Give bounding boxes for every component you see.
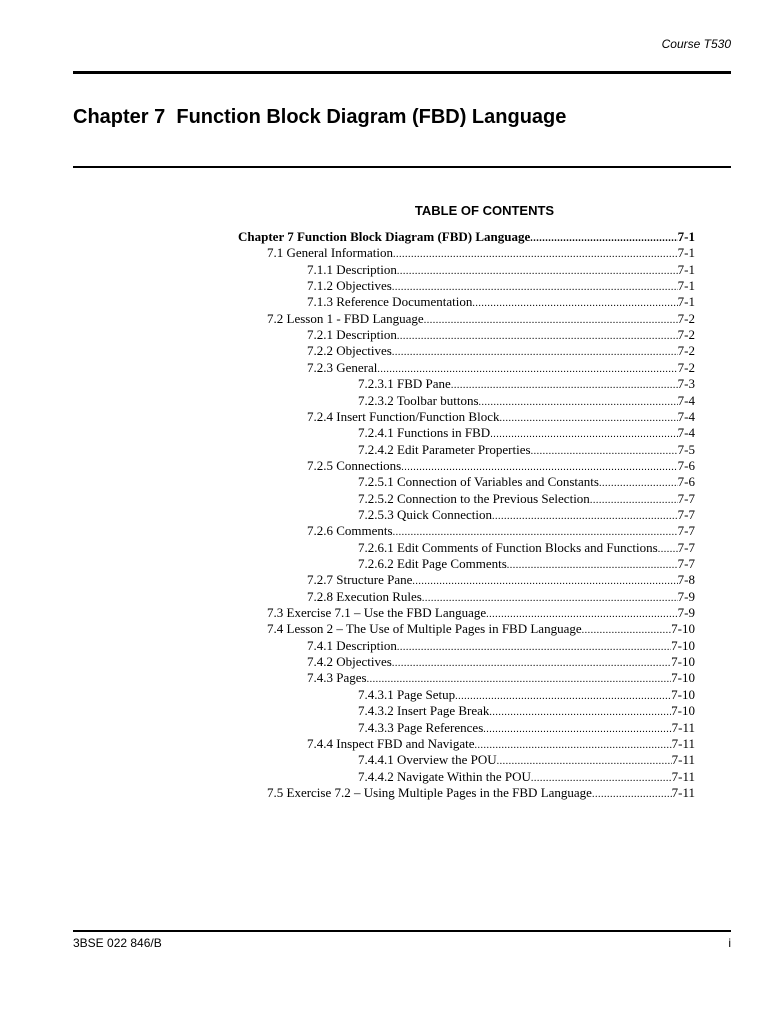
toc-leader-dots <box>451 380 678 391</box>
toc-leader-dots <box>479 397 678 408</box>
toc-entry-title: 7.2.2 Objectives <box>307 343 392 359</box>
toc-leader-dots <box>475 740 672 751</box>
toc-entry[interactable] <box>358 425 695 441</box>
toc-leader-dots <box>599 478 678 489</box>
toc-entry-title: 7.2 Lesson 1 - FBD Language <box>267 310 424 326</box>
toc-entry-title: 7.2.6 Comments <box>307 523 393 539</box>
toc-entry[interactable] <box>267 605 695 621</box>
toc-leader-dots <box>530 233 677 244</box>
course-label: Course T530 <box>661 37 731 51</box>
toc-entry[interactable] <box>307 262 695 278</box>
toc-entry[interactable] <box>307 294 695 310</box>
toc-leader-dots <box>531 446 678 457</box>
toc-leader-dots <box>592 789 672 800</box>
toc-leader-dots <box>486 609 678 620</box>
toc-entry-page: 7-1 <box>677 245 695 261</box>
toc-entry-page: 7-7 <box>677 556 695 571</box>
toc-entry-page: 7-11 <box>671 784 695 800</box>
toc-entry-page: 7-4 <box>677 408 695 424</box>
toc-entry-page: 7-9 <box>677 588 695 604</box>
toc-entry-title: 7.4.4 Inspect FBD and Navigate <box>307 735 475 751</box>
toc-leader-dots <box>393 527 678 538</box>
toc-entry-page: 7-7 <box>677 539 695 555</box>
toc-leader-dots <box>497 756 672 767</box>
toc-entry-page: 7-11 <box>671 719 695 735</box>
toc-entry[interactable] <box>358 720 695 736</box>
toc-entry-title: 7.4.4.2 Navigate Within the POU <box>358 768 531 784</box>
toc-leader-dots <box>422 593 678 604</box>
page-number: i <box>728 936 731 950</box>
toc-entry[interactable] <box>358 540 695 556</box>
toc-leader-dots <box>590 495 678 506</box>
toc-entry[interactable] <box>267 245 695 261</box>
toc-leader-dots <box>392 282 678 293</box>
toc-entry-title: 7.1.2 Objectives <box>307 278 392 294</box>
toc-entry-title: 7.2.5.1 Connection of Variables and Constants <box>358 474 599 490</box>
toc-entry-title: 7.2.6.1 Edit Comments of Function Blocks and Functions <box>358 539 658 555</box>
toc-entry-page: 7-7 <box>677 523 695 539</box>
toc-entry-page: 7-10 <box>671 654 695 670</box>
toc-entry-title: 7.2.5.3 Quick Connection <box>358 506 492 522</box>
toc-entry[interactable] <box>307 638 695 654</box>
toc-entry-title: 7.4.3.2 Insert Page Break <box>358 703 490 719</box>
toc-leader-dots <box>492 511 678 522</box>
toc-entry[interactable] <box>358 442 695 458</box>
toc-leader-dots <box>367 674 672 685</box>
toc-entry-title: 7.2.3 General <box>307 359 378 375</box>
toc-leader-dots <box>455 691 671 702</box>
toc-entry-page: 7-1 <box>677 294 695 310</box>
toc-leader-dots <box>658 544 678 555</box>
toc-entry[interactable] <box>358 687 695 703</box>
toc-entry[interactable] <box>358 769 695 785</box>
toc-entry-page: 7-3 <box>677 376 695 392</box>
toc-entry-title: 7.4.2 Objectives <box>307 654 392 670</box>
toc-entry-page: 7-7 <box>677 490 695 506</box>
toc-entry-title: 7.2.1 Description <box>307 327 397 343</box>
toc-entry[interactable] <box>307 572 695 588</box>
toc-entry-page: 7-8 <box>677 572 695 588</box>
chapter-title: Chapter 7 Function Block Diagram (FBD) Language <box>73 106 567 128</box>
toc-entry-page: 7-2 <box>677 327 695 343</box>
toc-entry-title: Chapter 7 Function Block Diagram (FBD) Language <box>238 229 531 244</box>
toc-entry[interactable] <box>307 523 695 539</box>
toc-entry[interactable] <box>358 474 695 490</box>
toc-entry-page: 7-7 <box>677 506 695 522</box>
toc-entry-title: 7.2.6.2 Edit Page Comments <box>358 556 507 571</box>
toc-entry[interactable] <box>307 360 695 376</box>
toc-entry-page: 7-4 <box>677 425 695 441</box>
toc-entry-page: 7-11 <box>671 768 695 784</box>
toc-entry[interactable] <box>307 327 695 343</box>
toc-entry[interactable] <box>358 393 695 409</box>
toc-entry-title: 7.1 General Information <box>267 245 393 261</box>
toc-entry[interactable] <box>267 311 695 327</box>
toc-leader-dots <box>401 462 677 473</box>
footer-rule <box>73 930 731 932</box>
toc-entry-page: 7-10 <box>671 670 695 686</box>
toc-entry[interactable] <box>267 785 695 801</box>
header-rule <box>73 71 731 74</box>
toc-leader-dots <box>392 658 671 669</box>
toc-entry-page: 7-2 <box>677 310 695 326</box>
toc-leader-dots <box>490 429 677 440</box>
toc-entry-page: 7-10 <box>671 703 695 719</box>
toc-entry-title: 7.2.5.2 Connection to the Previous Selection <box>358 490 590 506</box>
toc-entry-page: 7-6 <box>677 457 695 473</box>
toc-entry-title: 7.4.3.3 Page References <box>358 719 484 735</box>
toc-entry-title: 7.4.4.1 Overview the POU <box>358 752 497 768</box>
toc-entry[interactable] <box>358 752 695 768</box>
toc-entry-page: 7-4 <box>677 392 695 408</box>
toc-entry[interactable] <box>307 589 695 605</box>
toc-entry-page: 7-6 <box>677 474 695 490</box>
document-id: 3BSE 022 846/B <box>73 936 162 950</box>
toc-entry-page: 7-2 <box>677 343 695 359</box>
toc-leader-dots <box>397 642 671 653</box>
toc-leader-dots <box>377 364 677 375</box>
toc-entry-title: 7.2.5 Connections <box>307 457 402 473</box>
toc-entry[interactable] <box>307 409 695 425</box>
toc-leader-dots <box>483 724 671 735</box>
toc-heading: TABLE OF CONTENTS <box>414 203 555 218</box>
toc-entry[interactable] <box>358 556 695 572</box>
toc-entry-page: 7-1 <box>677 229 695 244</box>
toc-entry-title: 7.2.8 Execution Rules <box>307 588 422 604</box>
toc-entry-title: 7.1.1 Description <box>307 261 397 277</box>
toc-entry-title: 7.1.3 Reference Documentation <box>307 294 473 310</box>
toc-entry-page: 7-2 <box>677 359 695 375</box>
toc-entry-page: 7-10 <box>671 637 695 653</box>
toc-leader-dots <box>412 576 677 587</box>
toc-entry-title: 7.4 Lesson 2 – The Use of Multiple Pages in FBD Language <box>267 621 582 637</box>
toc-entry[interactable] <box>358 376 695 392</box>
toc-entry-title: 7.4.1 Description <box>307 637 397 653</box>
toc-entry[interactable] <box>358 491 695 507</box>
toc-entry[interactable] <box>307 736 695 752</box>
toc-leader-dots <box>392 347 678 358</box>
toc-entry-page: 7-1 <box>677 278 695 294</box>
toc-entry-page: 7-10 <box>671 621 695 637</box>
toc-entry-title: 7.2.3.2 Toolbar buttons <box>358 392 479 408</box>
toc-entry-page: 7-11 <box>671 735 695 751</box>
toc-entry[interactable] <box>307 654 695 670</box>
toc-entry[interactable] <box>267 621 695 637</box>
toc-entry[interactable] <box>307 670 695 686</box>
toc-entry-title: 7.2.3.1 FBD Pane <box>358 376 451 392</box>
toc-entry-page: 7-11 <box>671 752 695 768</box>
toc-entry[interactable] <box>238 229 695 245</box>
toc-entry[interactable] <box>307 458 695 474</box>
toc-leader-dots <box>397 266 678 277</box>
toc-entry[interactable] <box>358 703 695 719</box>
toc-leader-dots <box>472 298 677 309</box>
toc-entry-page: 7-1 <box>677 261 695 277</box>
toc-entry-title: 7.2.4.2 Edit Parameter Properties <box>358 441 531 457</box>
toc-leader-dots <box>507 560 678 571</box>
toc-entry-title: 7.2.4.1 Functions in FBD <box>358 425 491 441</box>
toc-entry-title: 7.3 Exercise 7.1 – Use the FBD Language <box>267 605 487 621</box>
toc-entry-title: 7.4.3.1 Page Setup <box>358 686 456 702</box>
toc-leader-dots <box>499 413 677 424</box>
toc-leader-dots <box>531 773 672 784</box>
toc-entry-title: 7.2.7 Structure Pane <box>307 572 413 588</box>
title-rule <box>73 166 731 168</box>
toc-entry[interactable] <box>307 343 695 359</box>
toc-entry[interactable] <box>307 278 695 294</box>
toc-leader-dots <box>489 707 671 718</box>
toc-entry[interactable] <box>358 507 695 523</box>
toc-entry-page: 7-9 <box>677 605 695 621</box>
toc-entry-title: 7.5 Exercise 7.2 – Using Multiple Pages in the FBD Language <box>267 784 592 800</box>
toc-leader-dots <box>397 331 678 342</box>
toc-leader-dots <box>582 625 672 636</box>
toc-leader-dots <box>393 249 678 260</box>
toc-leader-dots <box>424 315 678 326</box>
toc-entry-title: 7.2.4 Insert Function/Function Block <box>307 408 500 424</box>
toc-entry-page: 7-10 <box>671 686 695 702</box>
toc-entry-title: 7.4.3 Pages <box>307 670 367 686</box>
toc-entry-page: 7-5 <box>677 441 695 457</box>
